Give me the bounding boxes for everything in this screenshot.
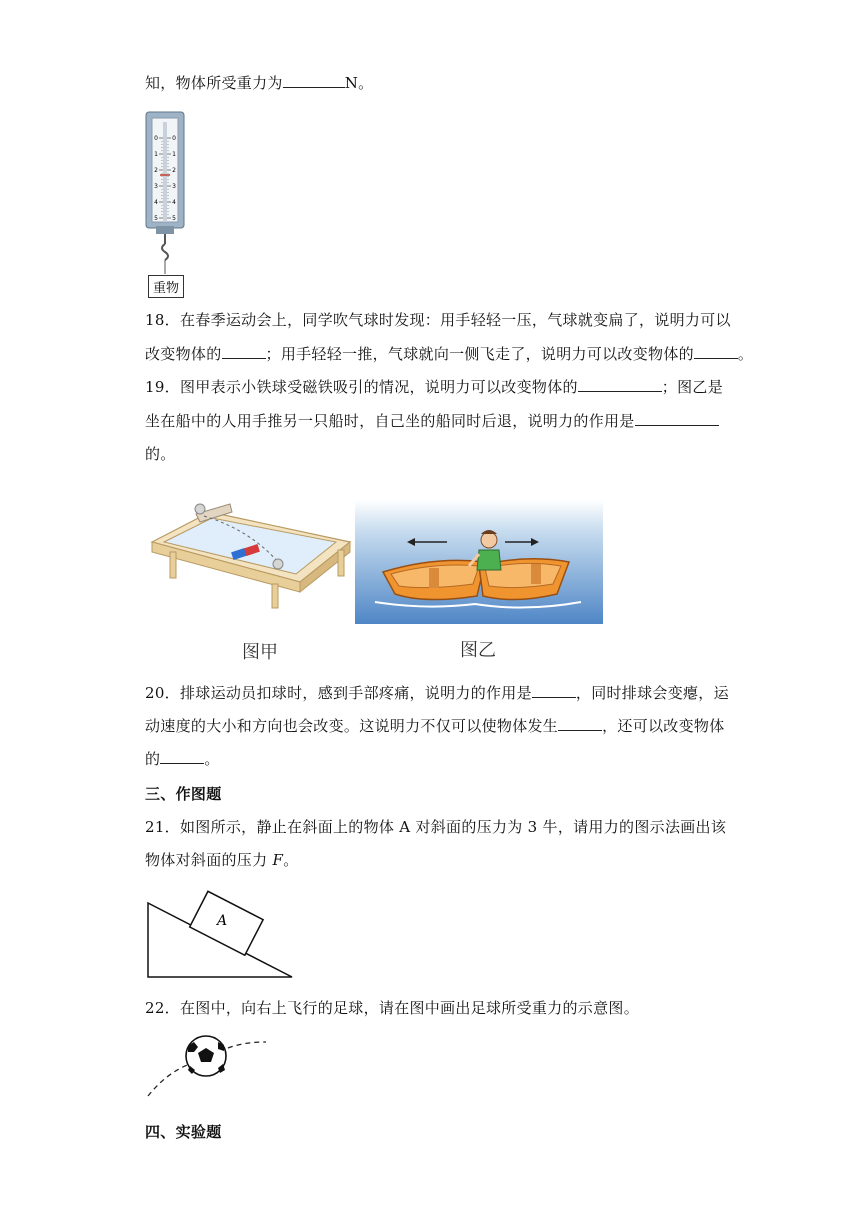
scale-tick-label-right: 5 [172,215,176,222]
q18-line2 [145,343,753,364]
q19-line2 [145,410,719,431]
scale-tick-label-left: 4 [154,199,158,206]
caption-yi: 图乙 [460,640,496,661]
q18-text-b: ；用手轻轻一推，气球就向一侧飞走了，说明力可以改变物体的 [265,345,694,363]
q20-blank-1[interactable] [532,682,576,698]
q19-text-a: 19．图甲表示小铁球受磁铁吸引的情况，说明力可以改变物体的 [145,378,578,396]
q20-text-a: 20．排球运动员扣球时，感到手部疼痛，说明力的作用是 [145,684,532,702]
spring-scale-figure [140,108,190,298]
q19-line3: 的。 [145,445,176,463]
football-figure [142,1030,270,1102]
trajectory-after [228,1042,266,1048]
scale-tick-label-right: 3 [172,183,176,190]
q21-line2 [145,850,299,870]
q18-text-c: 。 [737,345,754,363]
q19-blank-1[interactable] [578,376,662,392]
q18-blank-1[interactable] [222,343,266,359]
scale-tick-label-left: 0 [154,135,158,142]
q18-blank-2[interactable] [694,343,738,359]
section-heading-3: 三、作图题 [145,785,222,803]
scale-tick-label-right: 4 [172,199,176,206]
q20-text-d: ，还可以改变物体 [602,717,725,735]
q19-text-b: ；图乙是 [661,378,723,396]
q19-blank-2[interactable] [635,410,719,426]
q20-line2 [145,715,725,736]
table-leg-right [338,550,344,576]
figure-yi-boats [355,500,603,624]
person-head [481,532,497,548]
section-heading-4: 四、实验题 [145,1123,222,1141]
q20-text-e: 的 [145,750,161,768]
ball-end [273,559,283,569]
q17-text-after: N。 [344,74,374,92]
scale-tick-label-right: 0 [172,135,176,142]
scale-tick-label-left: 5 [154,215,158,222]
scale-tick-label-left: 2 [154,167,158,174]
caption-jia: 图甲 [242,642,278,663]
q19-line1 [145,376,723,397]
q21-force-symbol: F [272,851,284,869]
scale-tick-label-right: 1 [172,151,176,158]
scale-tick-label-left: 1 [154,151,158,158]
q20-blank-2[interactable] [558,715,602,731]
person-shirt [477,550,501,570]
q20-line1 [145,682,729,703]
q21-text-a: 物体对斜面的压力 [145,851,273,869]
q17-text [145,72,373,93]
q17-text-before: 知，物体所受重力为 [145,74,283,92]
q21-text-b: 。 [283,851,299,869]
table-leg-front [272,584,278,608]
q17-blank[interactable] [283,72,345,88]
q20-text-f: 。 [204,750,220,768]
q18-text-a: 改变物体的 [145,345,222,363]
scale-bottom-cap [156,226,174,234]
q20-blank-3[interactable] [160,748,204,764]
ball-start [195,504,205,514]
scale-tick-label-left: 3 [154,183,158,190]
boat-right-seat [531,564,541,584]
incline-figure [146,885,296,980]
scale-slot [163,122,167,222]
q20-text-b: ，同时排球会变瘪，运 [575,684,729,702]
block-a-label: A [216,913,228,929]
q20-text-c: 动速度的大小和方向也会改变。这说明力不仅可以使物体发生 [145,717,559,735]
q20-line3 [145,748,220,769]
scale-hook [162,244,168,260]
figure-jia-magnet-table [150,500,352,612]
weight-box: 重物 [148,275,184,298]
q18-line1: 18．在春季运动会上，同学吹气球时发现：用手轻轻一压，气球就变扁了，说明力可以 [145,311,731,329]
q22-line1: 22．在图中，向右上飞行的足球，请在图中画出足球所受重力的示意图。 [145,999,639,1017]
q21-line1: 21．如图所示，静止在斜面上的物体 A 对斜面的压力为 3 牛，请用力的图示法画出该 [145,818,727,836]
table-leg-left [170,552,176,578]
boat-left-seat [429,568,439,588]
q19-text-c: 坐在船中的人用手推另一只船时，自己坐的船同时后退，说明力的作用是 [145,412,635,430]
scale-tick-label-right: 2 [172,167,176,174]
